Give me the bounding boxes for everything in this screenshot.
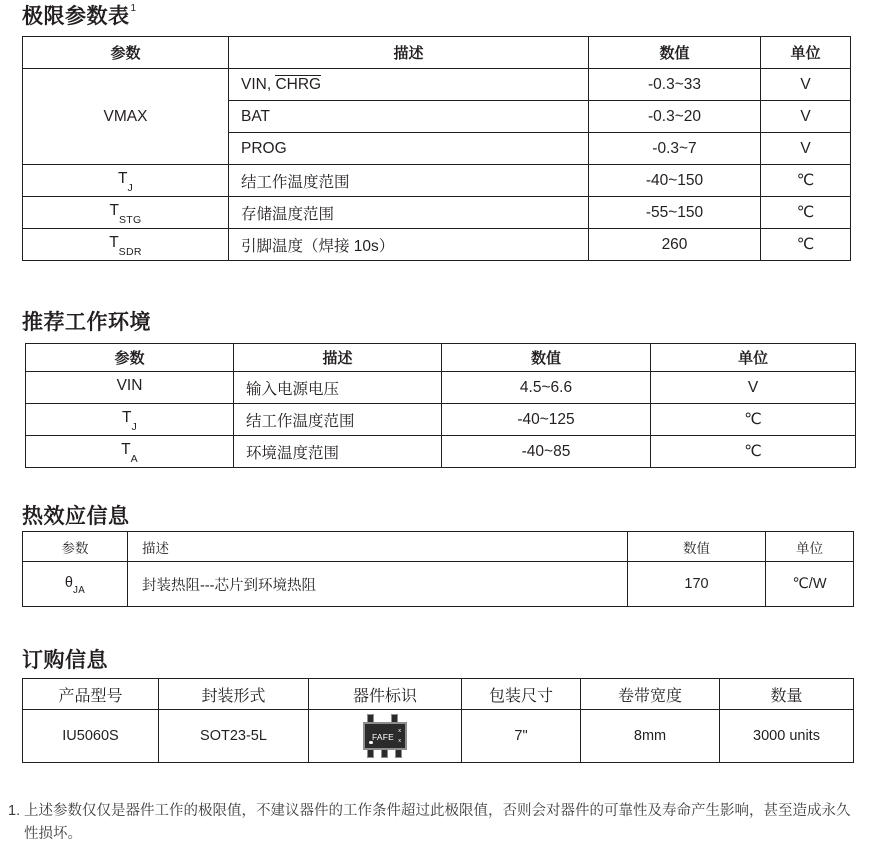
column-header-value: 数值 bbox=[442, 344, 651, 372]
cell-param-tj bbox=[23, 165, 229, 197]
cell-unit: ℃ bbox=[761, 165, 851, 197]
cell-param-theta-ja bbox=[23, 562, 128, 607]
cell-part-number: IU5060S bbox=[23, 710, 159, 763]
table-row bbox=[23, 562, 854, 607]
cell-param-tsdr bbox=[23, 229, 229, 261]
column-header-param: 参数 bbox=[23, 37, 229, 69]
cell-desc-prog: PROG bbox=[229, 133, 589, 165]
table-row bbox=[26, 372, 856, 404]
section-title-limit-parameters bbox=[22, 0, 136, 30]
cell-desc: 输入电源电压 bbox=[234, 372, 442, 404]
table-header-row bbox=[23, 37, 851, 69]
footnote-number: 1. bbox=[8, 803, 21, 819]
cell-param-tj bbox=[26, 404, 234, 436]
column-header-unit: 单位 bbox=[651, 344, 856, 372]
cell-desc: 封装热阻---芯片到环境热阻 bbox=[128, 562, 628, 607]
cell-value: 4.5~6.6 bbox=[442, 372, 651, 404]
cell-desc-bat: BAT bbox=[229, 101, 589, 133]
column-header-unit: 单位 bbox=[761, 37, 851, 69]
table-row bbox=[23, 229, 851, 261]
param-subscript: A bbox=[130, 452, 138, 465]
cell-unit: V bbox=[651, 372, 856, 404]
column-header-value: 数值 bbox=[589, 37, 761, 69]
package-graphic bbox=[357, 714, 413, 758]
package-marking-text: FAFE bbox=[372, 732, 395, 742]
table-row bbox=[23, 69, 851, 101]
cell-value: 260 bbox=[589, 229, 761, 261]
desc-chrg-overlined: CHRG bbox=[275, 75, 322, 93]
cell-value: -55~150 bbox=[589, 197, 761, 229]
cell-unit: V bbox=[761, 133, 851, 165]
thermal-information-table bbox=[22, 531, 854, 607]
column-header-marking: 器件标识 bbox=[309, 679, 462, 710]
param-base: T bbox=[121, 409, 132, 427]
cell-value: -40~85 bbox=[442, 436, 651, 468]
table-row bbox=[23, 165, 851, 197]
cell-unit: ℃ bbox=[761, 229, 851, 261]
limit-parameters-table bbox=[22, 36, 851, 261]
cell-value: 170 bbox=[628, 562, 766, 607]
column-header-part-number: 产品型号 bbox=[23, 679, 159, 710]
param-subscript: JA bbox=[72, 585, 86, 597]
cell-device-marking bbox=[309, 710, 462, 763]
section-title-recommended-operating: 推荐工作环境 bbox=[22, 311, 151, 334]
section-title-ordering-information: 订购信息 bbox=[22, 649, 108, 672]
desc-vin-text: VIN, bbox=[241, 75, 276, 93]
ordering-information-table bbox=[22, 678, 854, 763]
table-header-row bbox=[23, 679, 854, 710]
column-header-unit: 单位 bbox=[766, 532, 854, 562]
cell-unit: V bbox=[761, 69, 851, 101]
table-row bbox=[26, 436, 856, 468]
package-lot-code-top: x bbox=[398, 728, 401, 734]
package-pin-bottom-1 bbox=[367, 749, 374, 758]
section-title-thermal-information: 热效应信息 bbox=[22, 505, 130, 528]
cell-desc: 结工作温度范围 bbox=[234, 404, 442, 436]
cell-value: -0.3~20 bbox=[589, 101, 761, 133]
cell-unit: ℃ bbox=[761, 197, 851, 229]
param-base: θ bbox=[64, 574, 73, 591]
cell-unit: ℃ bbox=[651, 404, 856, 436]
footnote-superscript-marker: 1 bbox=[130, 3, 137, 14]
param-subscript: STG bbox=[118, 213, 142, 226]
table-row bbox=[23, 197, 851, 229]
cell-unit: ℃ bbox=[651, 436, 856, 468]
cell-unit: V bbox=[761, 101, 851, 133]
cell-reel-size: 7" bbox=[462, 710, 581, 763]
package-pin-bottom-3 bbox=[395, 749, 402, 758]
table-header-row bbox=[26, 344, 856, 372]
cell-param-tstg bbox=[23, 197, 229, 229]
cell-param-ta bbox=[26, 436, 234, 468]
param-base: VIN bbox=[116, 377, 143, 395]
column-header-desc: 描述 bbox=[229, 37, 589, 69]
footnote-text: 上述参数仅仅是器件工作的极限值，不建议器件的工作条件超过此极限值，否则会对器件的可靠性及寿命产生影响，甚至造成永久性损坏。 bbox=[24, 803, 851, 842]
column-header-reel-size: 包装尺寸 bbox=[462, 679, 581, 710]
param-subscript: J bbox=[127, 181, 134, 194]
cell-desc: 存储温度范围 bbox=[229, 197, 589, 229]
cell-quantity: 3000 units bbox=[720, 710, 854, 763]
package-pin1-dot-icon bbox=[369, 741, 373, 745]
param-subscript: SDR bbox=[118, 245, 142, 258]
column-header-value: 数值 bbox=[628, 532, 766, 562]
package-lot-code-bottom: x bbox=[398, 738, 401, 744]
param-base: T bbox=[109, 202, 119, 220]
cell-param-vmax: VMAX bbox=[23, 69, 229, 165]
column-header-desc: 描述 bbox=[128, 532, 628, 562]
column-header-tape-width: 卷带宽度 bbox=[581, 679, 720, 710]
table-row bbox=[26, 404, 856, 436]
cell-desc-vin-chrg bbox=[229, 69, 589, 101]
cell-tape-width: 8mm bbox=[581, 710, 720, 763]
package-pin-bottom-2 bbox=[381, 749, 388, 758]
param-base: T bbox=[109, 234, 119, 252]
column-header-param: 参数 bbox=[26, 344, 234, 372]
table-header-row bbox=[23, 532, 854, 562]
cell-value: -40~125 bbox=[442, 404, 651, 436]
cell-param-vin bbox=[26, 372, 234, 404]
param-base: T bbox=[121, 441, 131, 459]
package-body bbox=[363, 722, 407, 750]
section-title-limit-text: 极限参数表 bbox=[22, 5, 130, 28]
footnote-block bbox=[8, 800, 864, 846]
column-header-quantity: 数量 bbox=[720, 679, 854, 710]
cell-desc: 结工作温度范围 bbox=[229, 165, 589, 197]
cell-package: SOT23-5L bbox=[159, 710, 309, 763]
cell-desc: 环境温度范围 bbox=[234, 436, 442, 468]
table-row bbox=[23, 710, 854, 763]
column-header-package: 封装形式 bbox=[159, 679, 309, 710]
cell-value: -0.3~33 bbox=[589, 69, 761, 101]
recommended-operating-table bbox=[25, 343, 856, 468]
cell-value: -0.3~7 bbox=[589, 133, 761, 165]
cell-unit: ℃/W bbox=[766, 562, 854, 607]
param-base: T bbox=[117, 170, 128, 188]
cell-value: -40~150 bbox=[589, 165, 761, 197]
param-subscript: J bbox=[131, 420, 138, 433]
column-header-param: 参数 bbox=[23, 532, 128, 562]
cell-desc: 引脚温度（焊接 10s） bbox=[229, 229, 589, 261]
sot23-5l-package-icon bbox=[309, 710, 461, 762]
column-header-desc: 描述 bbox=[234, 344, 442, 372]
